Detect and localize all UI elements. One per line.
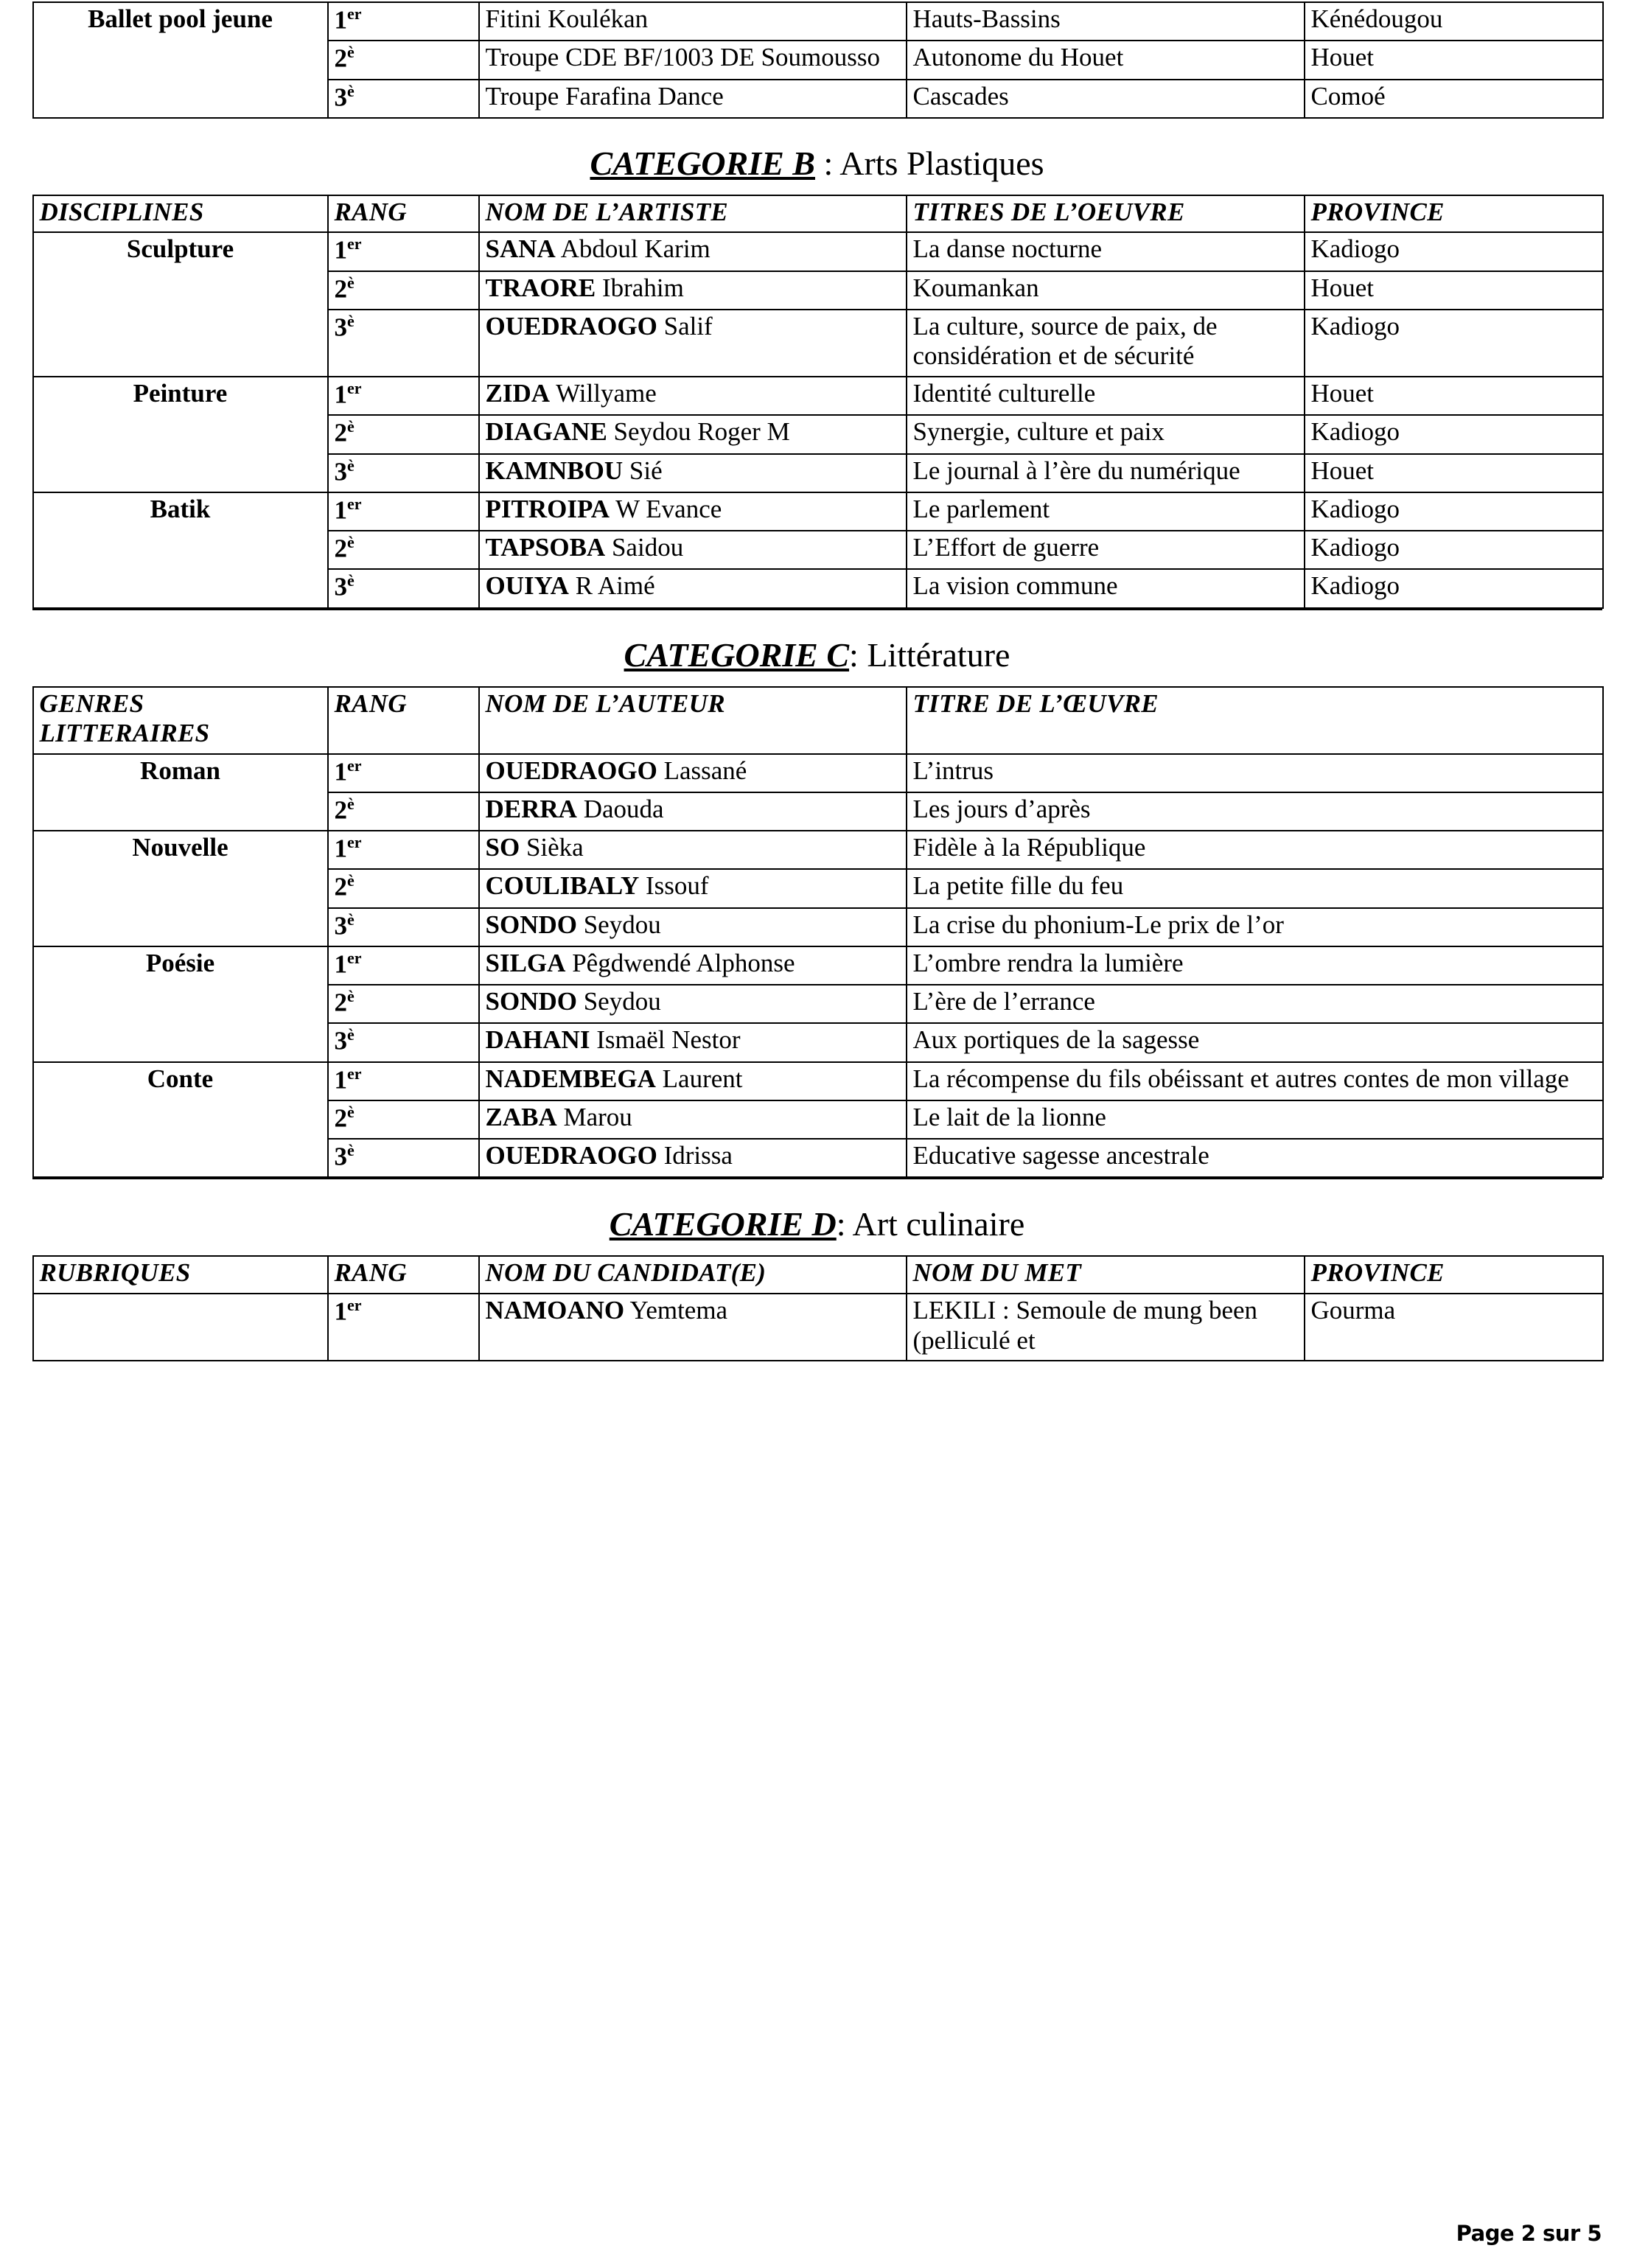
category-c-title [32,610,1602,686]
table-row [33,2,1603,41]
author-firstname: Pêgdwendé Alphonse [565,948,795,977]
artist-firstname: Salif [657,311,713,341]
rank-value: 1 [334,380,347,409]
rank-suffix: è [347,456,355,475]
author-cell [479,1139,907,1177]
table-row [33,377,1603,415]
discipline-cell: Ballet pool jeune [33,2,328,118]
candidate-surname: NAMOANO [485,1296,625,1325]
rank-suffix: è [347,417,355,436]
rank-suffix: è [347,794,355,813]
category-d-title [32,1179,1602,1255]
oeuvre-cell: Synergie, culture et paix [907,415,1305,453]
rank-value: 1 [334,236,347,265]
artist-cell [479,415,907,453]
table-row [33,946,1603,985]
name-cell: Troupe Farafina Dance [479,80,907,118]
author-surname: SO [485,833,520,862]
category-b-label: CATEGORIE B [590,144,815,182]
rank-suffix: è [347,81,355,100]
artist-cell [479,377,907,415]
author-firstname: Seydou [576,910,661,939]
author-cell [479,985,907,1023]
discipline-cell: Peinture [33,377,328,492]
oeuvre-cell: La vision commune [907,569,1305,607]
table-row [33,1062,1603,1100]
category-d-table [32,1255,1604,1361]
rank-value: 1 [334,949,347,979]
title-cell: L’ombre rendra la lumière [907,946,1603,985]
author-firstname: Marou [556,1102,632,1131]
title-cell: Fidèle à la République [907,831,1603,869]
artist-surname: TRAORE [485,273,596,302]
title-cell: La crise du phonium-Le prix de l’or [907,908,1603,946]
artist-surname: ZIDA [485,379,551,408]
title-cell: L’ère de l’errance [907,985,1603,1023]
title-cell: Educative sagesse ancestrale [907,1139,1603,1177]
artist-cell [479,310,907,377]
author-firstname: Issouf [639,871,709,901]
oeuvre-cell: Koumankan [907,271,1305,310]
rank-cell [328,1023,479,1061]
rank-value: 3 [334,911,347,941]
oeuvre-cell: La danse nocturne [907,232,1305,271]
table-row [33,754,1603,792]
rank-suffix: er [347,756,362,775]
candidate-cell [479,1294,907,1361]
rank-value: 2 [334,1103,347,1133]
province-cell: Houet [1305,377,1603,415]
author-surname: DAHANI [485,1025,590,1055]
oeuvre-cell: Le parlement [907,492,1305,531]
rank-suffix: è [347,1141,355,1160]
rank-cell [328,492,479,531]
artist-surname: OUEDRAOGO [485,311,657,341]
province-cell: Kadiogo [1305,232,1603,271]
rank-suffix: er [347,1064,362,1083]
title-cell: L’intrus [907,754,1603,792]
header-auteur: NOM DE L’AUTEUR [479,687,907,754]
oeuvre-cell: Identité culturelle [907,377,1305,415]
rubrique-cell [33,1294,328,1361]
rank-value: 1 [334,1065,347,1095]
rank-cell [328,271,479,310]
table-header-row [33,1256,1603,1294]
table-row [33,1294,1603,1361]
artist-surname: PITROIPA [485,494,610,523]
rank-suffix: er [347,1296,362,1315]
header-province: PROVINCE [1305,1256,1603,1294]
rank-cell [328,415,479,453]
table-row [33,831,1603,869]
category-b-table [32,195,1604,609]
header-met: NOM DU MET [907,1256,1305,1294]
rank-value: 3 [334,572,347,601]
province-cell: Kadiogo [1305,310,1603,377]
troupe-cell: Hauts-Bassins [907,2,1305,41]
rank-cell [328,985,479,1023]
title-cell: Les jours d’après [907,792,1603,831]
discipline-cell: Batik [33,492,328,608]
rank-value: 1 [334,757,347,786]
author-cell [479,831,907,869]
header-genres-line2: LITTERAIRES [39,719,210,748]
artist-cell [479,454,907,492]
rank-value: 2 [334,418,347,447]
title-cell: La petite fille du feu [907,869,1603,907]
genre-cell: Nouvelle [33,831,328,946]
province-cell: Gourma [1305,1294,1603,1361]
table-row [33,492,1603,531]
rank-value: 1 [334,5,347,35]
rank-value: 1 [334,1297,347,1326]
table-header-row [33,687,1603,754]
rank-suffix: er [347,4,362,23]
troupe-cell: Autonome du Houet [907,41,1305,79]
rank-suffix: è [347,571,355,590]
rank-value: 1 [334,495,347,525]
rank-suffix: er [347,234,362,254]
province-cell: Houet [1305,41,1603,79]
table-row [33,232,1603,271]
ballet-table [32,1,1604,119]
artist-surname: SANA [485,234,556,264]
met-cell: LEKILI : Semoule de mung been (pelliculé et [907,1294,1305,1361]
header-titres: TITRES DE L’OEUVRE [907,195,1305,233]
oeuvre-cell: Le journal à l’ère du numérique [907,454,1305,492]
author-surname: SONDO [485,987,577,1016]
author-cell [479,792,907,831]
rank-value: 3 [334,313,347,342]
author-firstname: Ismaël Nestor [590,1025,741,1055]
author-surname: NADEMBEGA [485,1064,656,1093]
author-cell [479,946,907,985]
author-cell [479,1062,907,1100]
author-firstname: Daouda [576,794,664,823]
artist-cell [479,569,907,607]
oeuvre-cell: L’Effort de guerre [907,531,1305,569]
header-rang: RANG [328,687,479,754]
rank-suffix: è [347,987,355,1006]
rank-value: 2 [334,274,347,304]
artist-firstname: Sié [623,456,663,485]
rank-cell [328,869,479,907]
artist-cell [479,271,907,310]
rank-cell [328,377,479,415]
header-genres-line1: GENRES [39,688,144,718]
rank-value: 2 [334,988,347,1017]
header-artiste: NOM DE L’ARTISTE [479,195,907,233]
category-d-label: CATEGORIE D [609,1205,837,1243]
rank-suffix: er [347,948,362,967]
rank-cell [328,946,479,985]
page-footer: Page 2 sur 5 [1456,2221,1602,2246]
genre-cell: Poésie [33,946,328,1062]
category-c-label: CATEGORIE C [624,635,850,674]
rank-cell [328,1062,479,1100]
genre-cell: Conte [33,1062,328,1178]
rank-cell [328,754,479,792]
artist-surname: OUIYA [485,571,569,601]
rank-suffix: è [347,273,355,292]
rank-value: 1 [334,834,347,863]
artist-cell [479,232,907,271]
rank-value: 3 [334,1142,347,1171]
author-cell [479,908,907,946]
title-cell: La récompense du fils obéissant et autres contes de mon village [907,1062,1603,1100]
author-surname: OUEDRAOGO [485,756,657,785]
header-genres [33,687,328,754]
rank-value: 2 [334,795,347,825]
rank-cell [328,831,479,869]
header-rubriques: RUBRIQUES [33,1256,328,1294]
artist-cell [479,531,907,569]
rank-cell [328,1294,479,1361]
province-cell: Kadiogo [1305,492,1603,531]
rank-cell [328,80,479,118]
oeuvre-cell: La culture, source de paix, de considération et de sécurité [907,310,1305,377]
rank-suffix: è [347,1102,355,1121]
rank-suffix: er [347,833,362,852]
author-firstname: Lassané [657,756,747,785]
artist-firstname: Seydou Roger M [607,417,790,447]
artist-firstname: Saidou [605,533,684,562]
author-cell [479,754,907,792]
header-rang: RANG [328,195,479,233]
header-titre: TITRE DE L’ŒUVRE [907,687,1603,754]
rank-cell [328,908,479,946]
rank-suffix: è [347,1025,355,1044]
province-cell: Kadiogo [1305,569,1603,607]
rank-value: 3 [334,457,347,486]
category-c-subtitle: : Littérature [849,635,1010,674]
category-c-table [32,686,1604,1179]
troupe-cell: Cascades [907,80,1305,118]
province-cell: Houet [1305,454,1603,492]
author-firstname: Sièka [520,833,584,862]
author-cell [479,1023,907,1061]
rank-suffix: è [347,311,355,330]
page-content [32,0,1602,1361]
province-cell: Kadiogo [1305,415,1603,453]
rank-suffix: è [347,43,355,62]
rank-value: 2 [334,534,347,563]
header-disciplines: DISCIPLINES [33,195,328,233]
name-cell: Fitini Koulékan [479,2,907,41]
category-d-subtitle: : Art culinaire [836,1205,1025,1243]
rank-value: 3 [334,1027,347,1056]
rank-suffix: er [347,379,362,398]
author-surname: OUEDRAOGO [485,1141,657,1170]
province-cell: Kénédougou [1305,2,1603,41]
rank-suffix: è [347,910,355,929]
province-cell: Kadiogo [1305,531,1603,569]
rank-cell [328,569,479,607]
title-cell: Aux portiques de la sagesse [907,1023,1603,1061]
table-header-row [33,195,1603,233]
rank-suffix: er [347,494,362,513]
candidate-firstname: Yemtema [624,1296,728,1325]
header-candidat: NOM DU CANDIDAT(E) [479,1256,907,1294]
discipline-cell: Sculpture [33,232,328,377]
artist-firstname: Ibrahim [596,273,684,302]
category-b-subtitle: : Arts Plastiques [814,144,1044,182]
title-cell: Le lait de la lionne [907,1100,1603,1139]
artist-cell [479,492,907,531]
rank-value: 2 [334,43,347,73]
header-province: PROVINCE [1305,195,1603,233]
rank-cell [328,531,479,569]
author-cell [479,1100,907,1139]
artist-firstname: W Evance [610,494,722,523]
author-firstname: Laurent [655,1064,743,1093]
rank-cell [328,41,479,79]
rank-cell [328,454,479,492]
artist-surname: DIAGANE [485,417,607,447]
province-cell: Comoé [1305,80,1603,118]
author-surname: DERRA [485,794,577,823]
category-b-title [32,119,1602,195]
name-cell: Troupe CDE BF/1003 DE Soumousso [479,41,907,79]
rank-suffix: è [347,871,355,890]
artist-surname: KAMNBOU [485,456,624,485]
rank-suffix: è [347,533,355,552]
header-rang: RANG [328,1256,479,1294]
author-surname: COULIBALY [485,871,640,901]
artist-firstname: Abdoul Karim [555,234,710,264]
author-surname: ZABA [485,1102,557,1131]
rank-value: 2 [334,873,347,902]
genre-cell: Roman [33,754,328,831]
rank-cell [328,232,479,271]
author-firstname: Seydou [576,987,661,1016]
author-firstname: Idrissa [657,1141,733,1170]
author-surname: SILGA [485,948,566,977]
province-cell: Houet [1305,271,1603,310]
rank-value: 3 [334,83,347,112]
author-cell [479,869,907,907]
author-surname: SONDO [485,910,577,939]
rank-cell [328,2,479,41]
rank-cell [328,1139,479,1177]
artist-firstname: Willyame [550,379,657,408]
artist-firstname: R Aimé [568,571,655,601]
artist-surname: TAPSOBA [485,533,606,562]
rank-cell [328,310,479,377]
rank-cell [328,792,479,831]
rank-cell [328,1100,479,1139]
